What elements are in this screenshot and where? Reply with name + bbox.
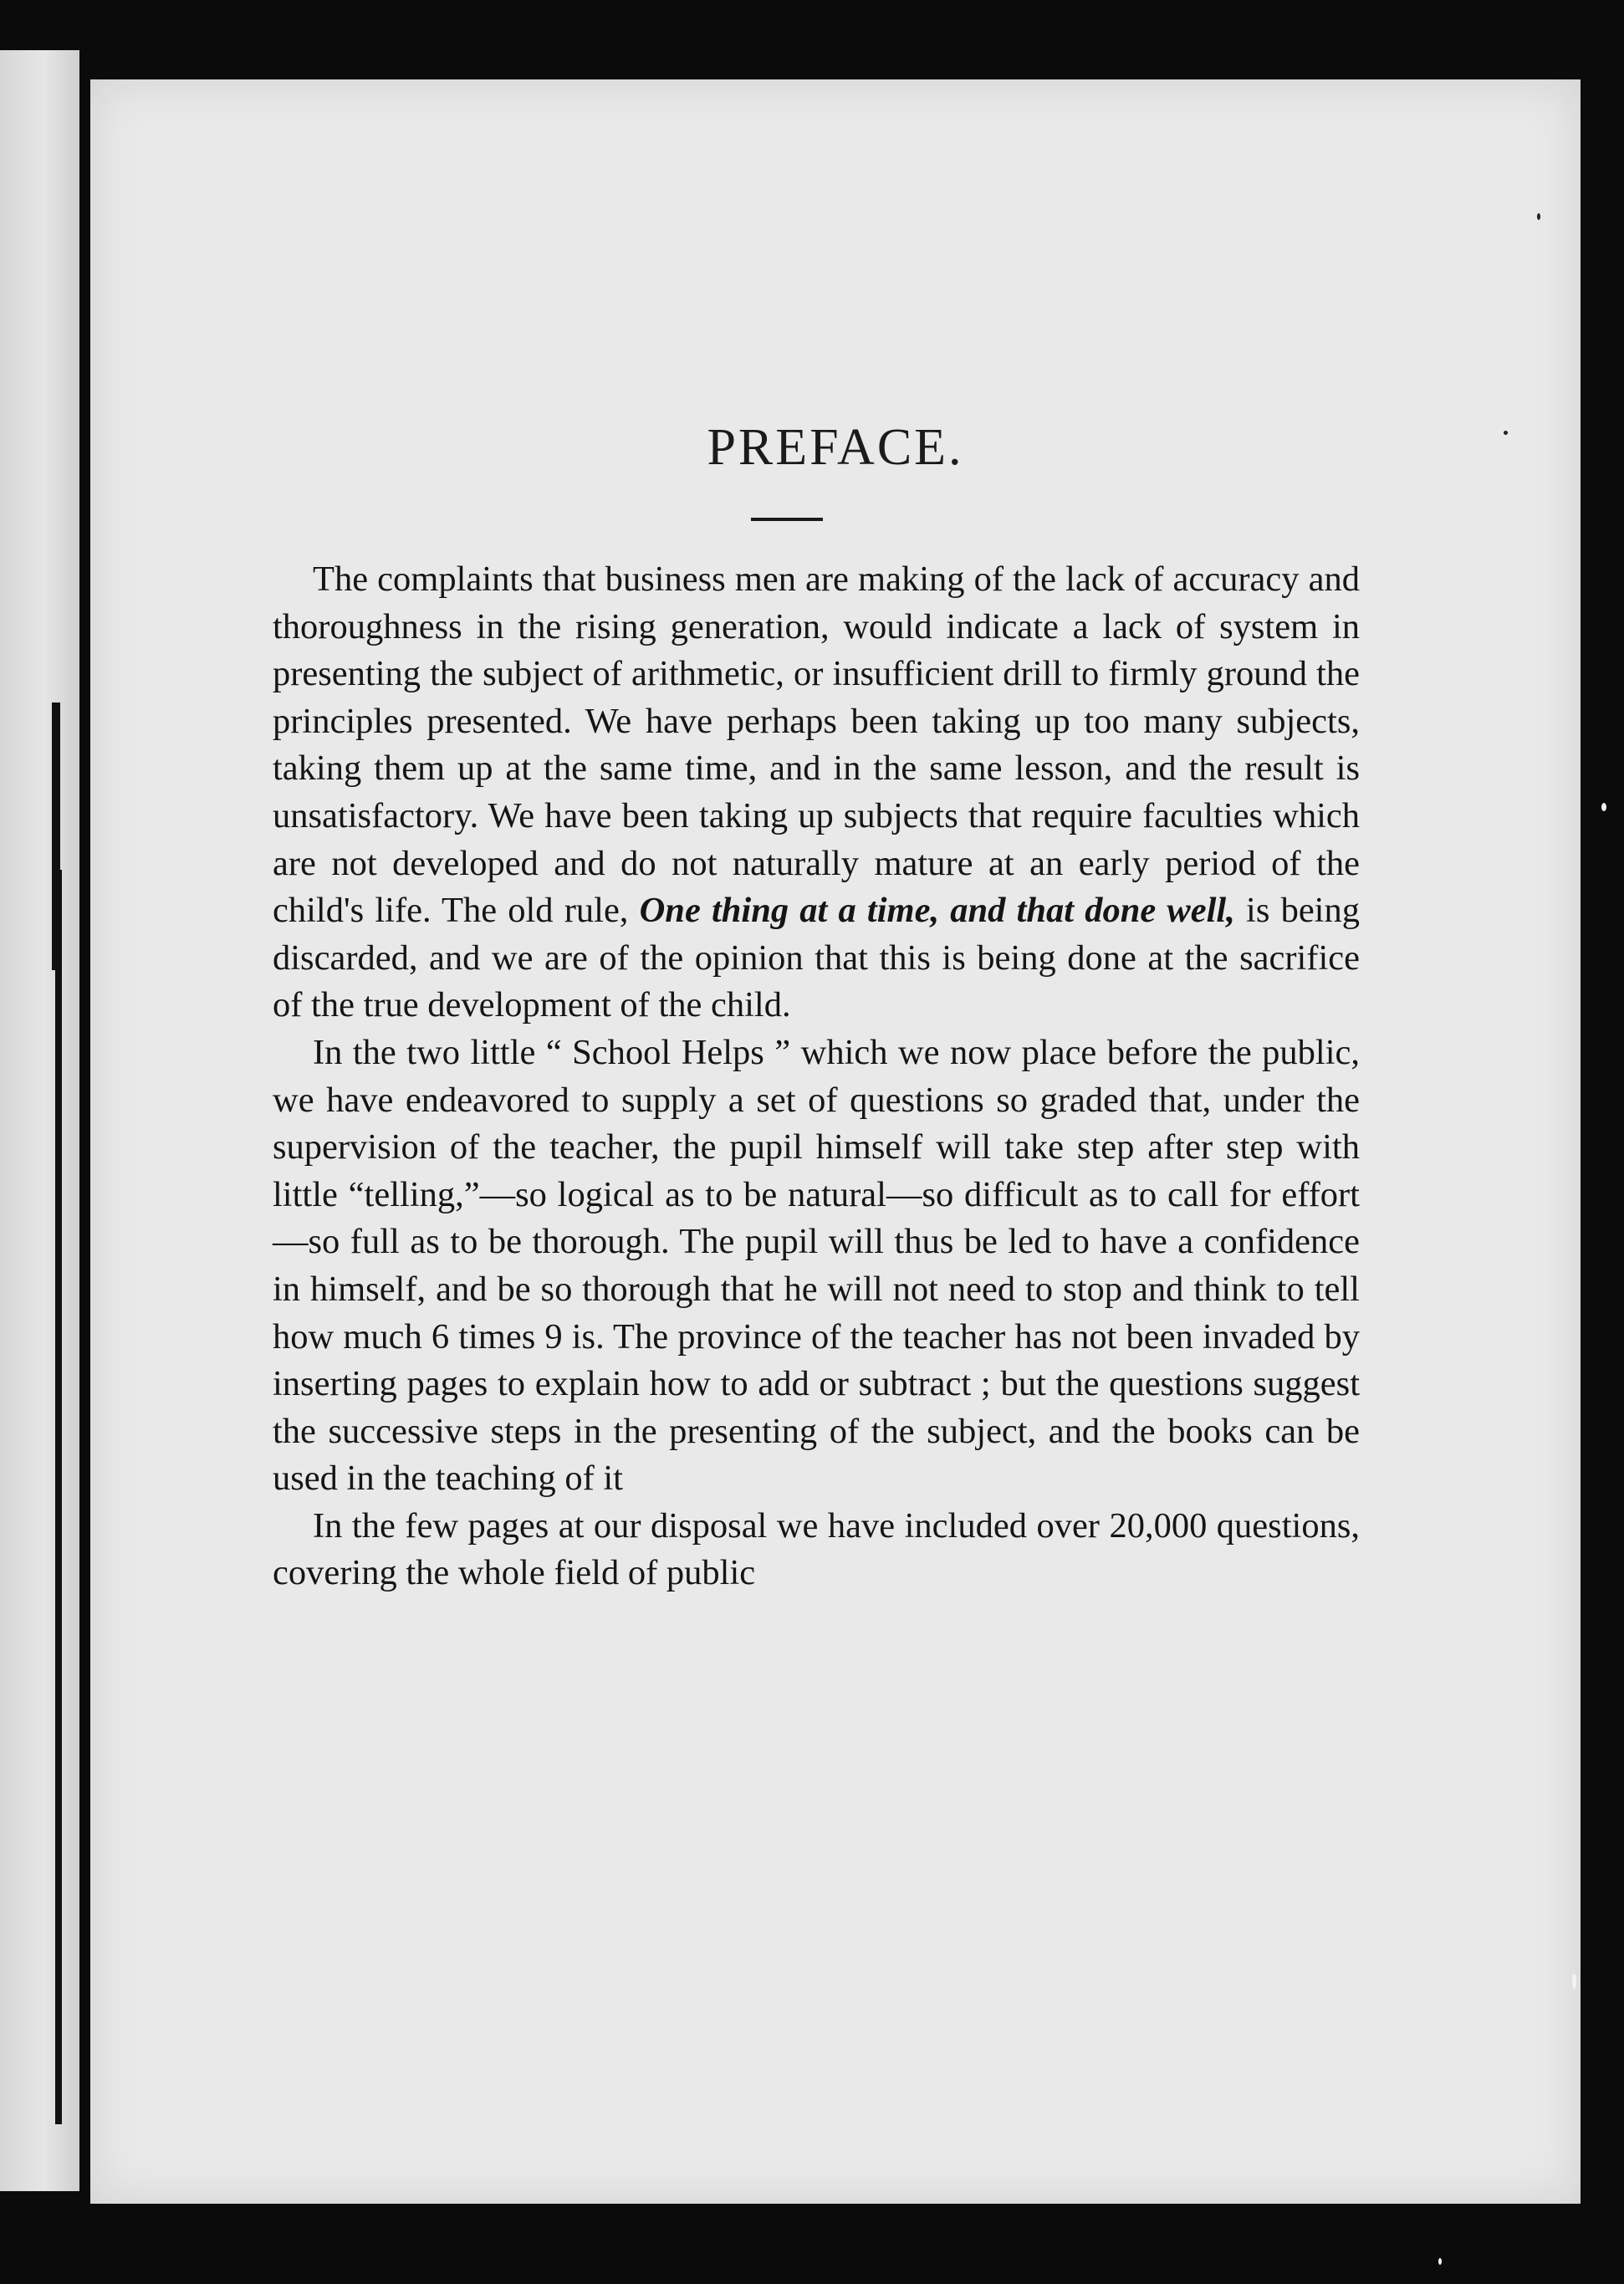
scan-speck [1504, 431, 1508, 435]
title-divider [751, 518, 823, 521]
preface-body [273, 556, 1360, 1597]
facing-page-edge [0, 50, 79, 2191]
paragraph-1 [273, 556, 1360, 1030]
paragraph-1-emphasis: One thing at a time, and that done well, [639, 891, 1235, 931]
scan-speck [1537, 213, 1540, 220]
binding-shadow-lower [55, 870, 62, 2124]
page-title: PREFACE. [707, 419, 964, 476]
scan-speck [1438, 2258, 1442, 2265]
paragraph-1-text: The complaints that business men are making of the lack of accuracy and thoroughness in the rising generation, would indicate a lack of system in presenting the subject of arithmetic, or insufficient drill to firmly ground the principles presented. We have perhaps been taking up too many subjects, taking them up at the same time, and in the same lesson, and the result is unsatisfactory. We have been taking up subjects that require faculties which are not developed and do not naturally mature at an early period of the child's life. The old rule, [273, 560, 1360, 931]
paragraph-3: In the few pages at our disposal we have included over 20,000 questions, covering the whole field of public [273, 1505, 1360, 1593]
book-page [90, 79, 1581, 2204]
paragraph-2: In the two little “ School Helps ” which we now place before the public, we have endeavored to supply a set of questions so graded that, under the supervision of the teacher, the pupil himself will take step after step with little “telling,”—so logical as to be natural—so difficult as to call for effort—so full as to be thorough. The pupil will thus be led to have a confidence in himself, and be so thorough that he will not need to stop and think to tell how much 6 times 9 is. The province of the teacher has not been invaded by inserting pages to explain how to add or subtract ; but the questions suggest the successive steps in the presenting of the subject, and the books can be used in the teaching of it [273, 1032, 1360, 1499]
scan-speck [1601, 803, 1606, 811]
scan-speck [1572, 1974, 1576, 1989]
paragraph-1-text-end: is being discarded, and we are of the opinion that this is being done at the sacrifice of the true development of the child. [273, 891, 1360, 1025]
